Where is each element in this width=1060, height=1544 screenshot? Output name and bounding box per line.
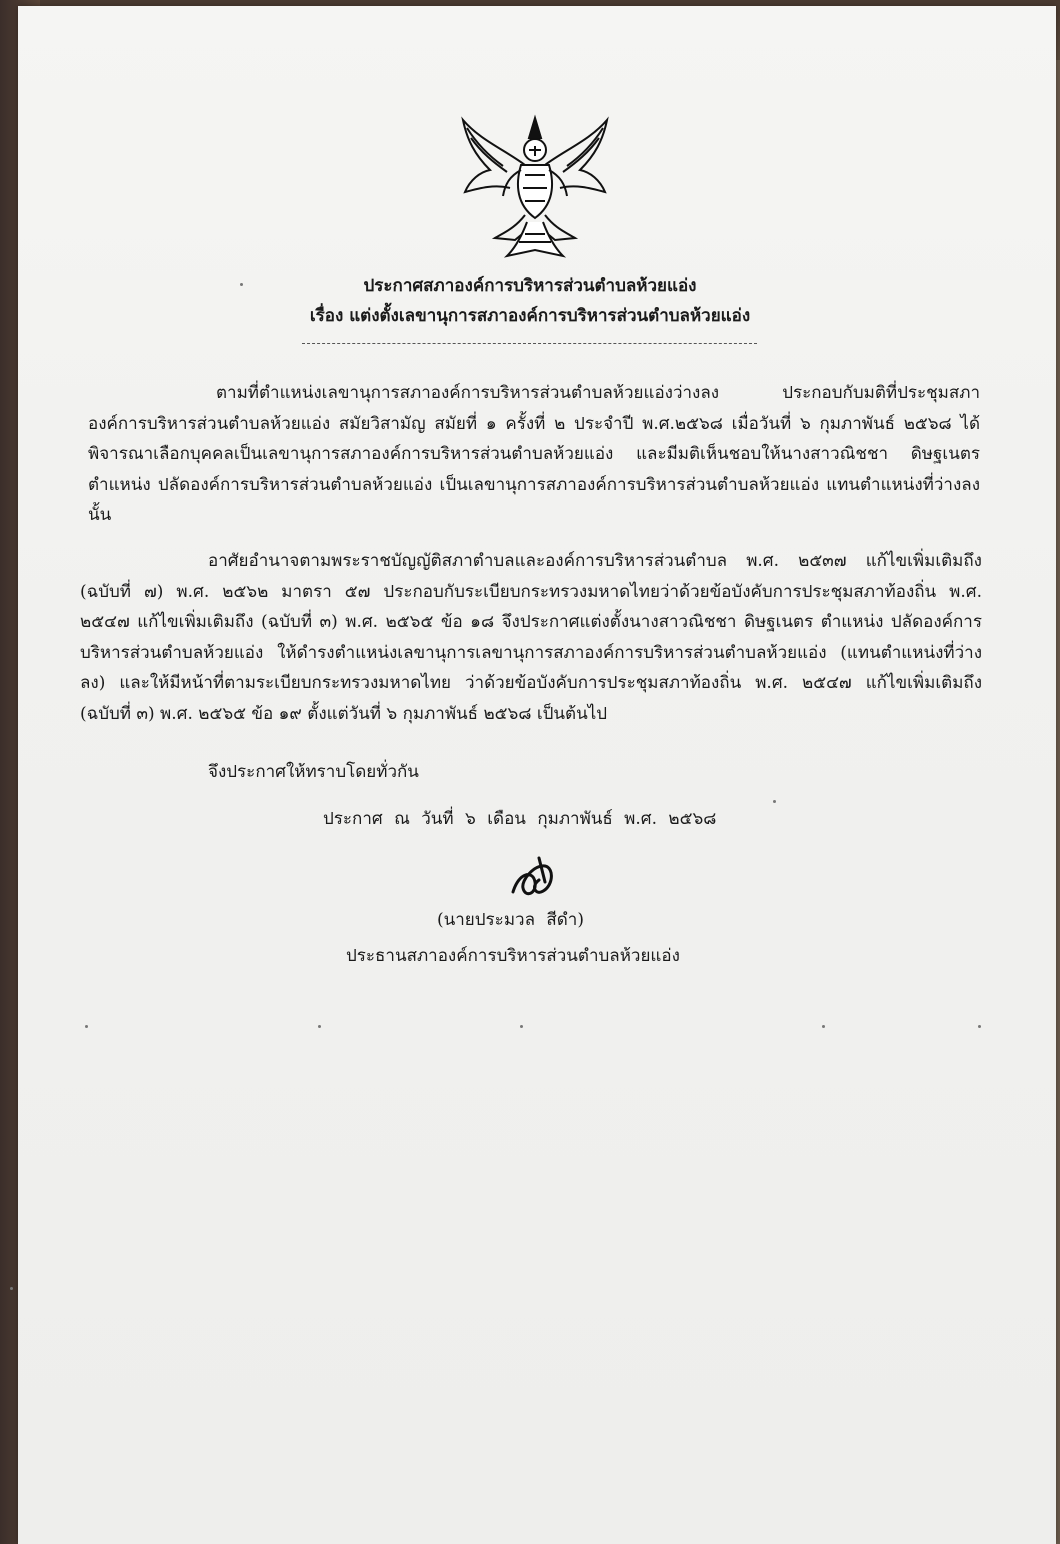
paper-speck: [822, 1025, 825, 1028]
paper-speck: [240, 283, 243, 286]
signature-icon: [505, 852, 565, 907]
date-line: ประกาศ ณ วันที่ ๖ เดือน กุมภาพันธ์ พ.ศ. ๒๕๖๘: [323, 809, 717, 829]
body-paragraph-2: อาศัยอำนาจตามพระราชบัญญัติสภาตำบลและองค์การบริหารส่วนตำบล พ.ศ. ๒๕๓๗ แก้ไขเพิ่มเติมถึง (ฉบับที่ ๗) พ.ศ. ๒๕๖๒ มาตรา ๕๗ ประกอบกับระเบียบกระทรวงมหาดไทยว่าด้วยข้อบังคับการประชุมสภาท้องถิ่น พ.ศ. ๒๕๔๗ แก้ไขเพิ่มเติมถึง (ฉบับที่ ๓) พ.ศ. ๒๕๖๕ ข้อ ๑๘ จึงประกาศแต่งตั้งนางสาวณิชชา ดิษฐเนตร ตำแหน่ง ปลัดองค์การบริหารส่วนตำบลห้วยแอ่ง ให้ดำรงตำแหน่งเลขานุการเลขานุการสภาองค์การบริหารส่วนตำบลห้วยแอ่ง (แทนตำแหน่งที่ว่างลง) และให้มีหน้าที่ตามระเบียบกระทรวงมหาดไทย ว่าด้วยข้อบังคับการประชุมสภาท้องถิ่น พ.ศ. ๒๕๔๗ แก้ไขเพิ่มเติมถึง (ฉบับที่ ๓) พ.ศ. ๒๕๖๕ ข้อ ๑๙ ตั้งแต่วันที่ ๖ กุมภาพันธ์ ๒๕๖๘ เป็นต้นไป: [80, 551, 982, 724]
paper-speck: [85, 1025, 88, 1028]
paper-speck: [520, 1025, 523, 1028]
body-paragraph-1: ตามที่ตำแหน่งเลขานุการสภาองค์การบริหารส่วนตำบลห้วยแอ่งว่างลง ประกอบกับมติที่ประชุมสภาองค์การบริหารส่วนตำบลห้วยแอ่ง สมัยวิสามัญ สมัยที่ ๑ ครั้งที่ ๒ ประจำปี พ.ศ.๒๕๖๘ เมื่อวันที่ ๖ กุมภาพันธ์ ๒๕๖๘ ได้พิจารณาเลือกบุคคลเป็นเลขานุการสภาองค์การบริหารส่วนตำบลห้วยแอ่ง และมีมติเห็นชอบให้นางสาวณิชชา ดิษฐเนตร ตำแหน่ง ปลัดองค์การบริหารส่วนตำบลห้วยแอ่ง เป็นเลขานุการสภาองค์การบริหารส่วนตำบลห้วยแอ่ง แทนตำแหน่งที่ว่างลง นั้น: [88, 383, 980, 525]
title-divider: [302, 343, 757, 344]
document-title: ประกาศสภาองค์การบริหารส่วนตำบลห้วยแอ่ง: [363, 276, 697, 296]
paper-speck: [318, 1025, 321, 1028]
announcement-line: จึงประกาศให้ทราบโดยทั่วกัน: [208, 762, 419, 782]
garuda-emblem-icon: [455, 110, 615, 260]
signer-name: (นายประมวล สีดำ): [437, 910, 584, 930]
paper-speck: [773, 800, 776, 803]
document-subject: เรื่อง แต่งตั้งเลขานุการสภาองค์การบริหารส่วนตำบลห้วยแอ่ง: [309, 306, 751, 326]
paper-speck: [978, 1025, 981, 1028]
signer-position: ประธานสภาองค์การบริหารส่วนตำบลห้วยแอ่ง: [346, 946, 680, 966]
paper-speck: [10, 1287, 13, 1290]
